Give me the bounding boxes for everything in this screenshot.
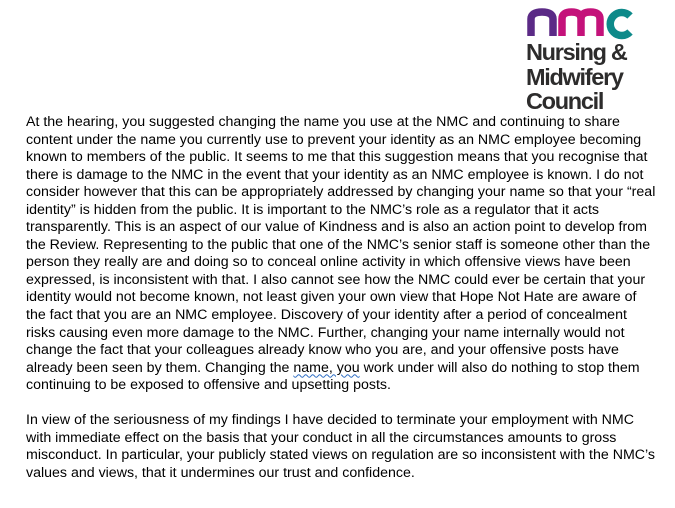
letter-body (26, 114, 656, 482)
logo-letter-n (531, 12, 553, 36)
paragraph-name-change-text-end: work under will also do nothing to stop them continuing to be exposed to offensive and upsetting posts. (26, 359, 640, 394)
paragraph-name-change (26, 114, 656, 395)
logo-letter-m (562, 12, 600, 36)
logo-line-midwifery: Midwifery (526, 63, 623, 90)
logo-line-council: Council (526, 88, 604, 114)
nmc-logo (526, 6, 656, 118)
paragraph-termination: In view of the seriousness of my findings I have decided to terminate your employment with NMC with immediate effect on the basis that your conduct in all the circumstances amounts to gross misconduct. In particular, your publicly stated views on regulation are so inconsistent with the NMC’s values and views, that it undermines our trust and confidence. (26, 412, 656, 481)
paragraph-name-change-text-start: At the hearing, you suggested changing the name you use at the NMC and continuing to share content under the name you currently use to prevent your identity as an NMC employee becoming known to members of the public. It seems to me that this suggestion means that you recognise that there is damage to the NMC in the event that your identity as an NMC employee is known. I do not consider however that this can be appropriately addressed by changing your name so that your “real identity” is hidden from the public. It is important to the NMC’s role as a regulator that it acts transparently. This is an aspect of our value of Kindness and is also an action point to develop from the Review. Representing to the public that one of the NMC’s senior staff is someone other than the person they really are and doing so to conceal online activity in which offensive views have been expressed, is inconsistent with that. I also cannot see how the NMC could ever be certain that your identity would not become known, not least given your own view that Hope Not Hate are aware of the fact that you are an NMC employee. Discovery of your identity after a period of concealment risks causing even more damage to the NMC. Further, changing your name internally would not change the fact that your colleagues already know who you are, and your offensive posts have already been seen by them. Changing the (26, 114, 656, 376)
grammar-flagged-text[interactable]: name, you (293, 359, 360, 376)
nmc-logo-mark (526, 6, 638, 40)
logo-letter-c (610, 13, 630, 36)
logo-line-nursing: Nursing & (526, 39, 627, 65)
